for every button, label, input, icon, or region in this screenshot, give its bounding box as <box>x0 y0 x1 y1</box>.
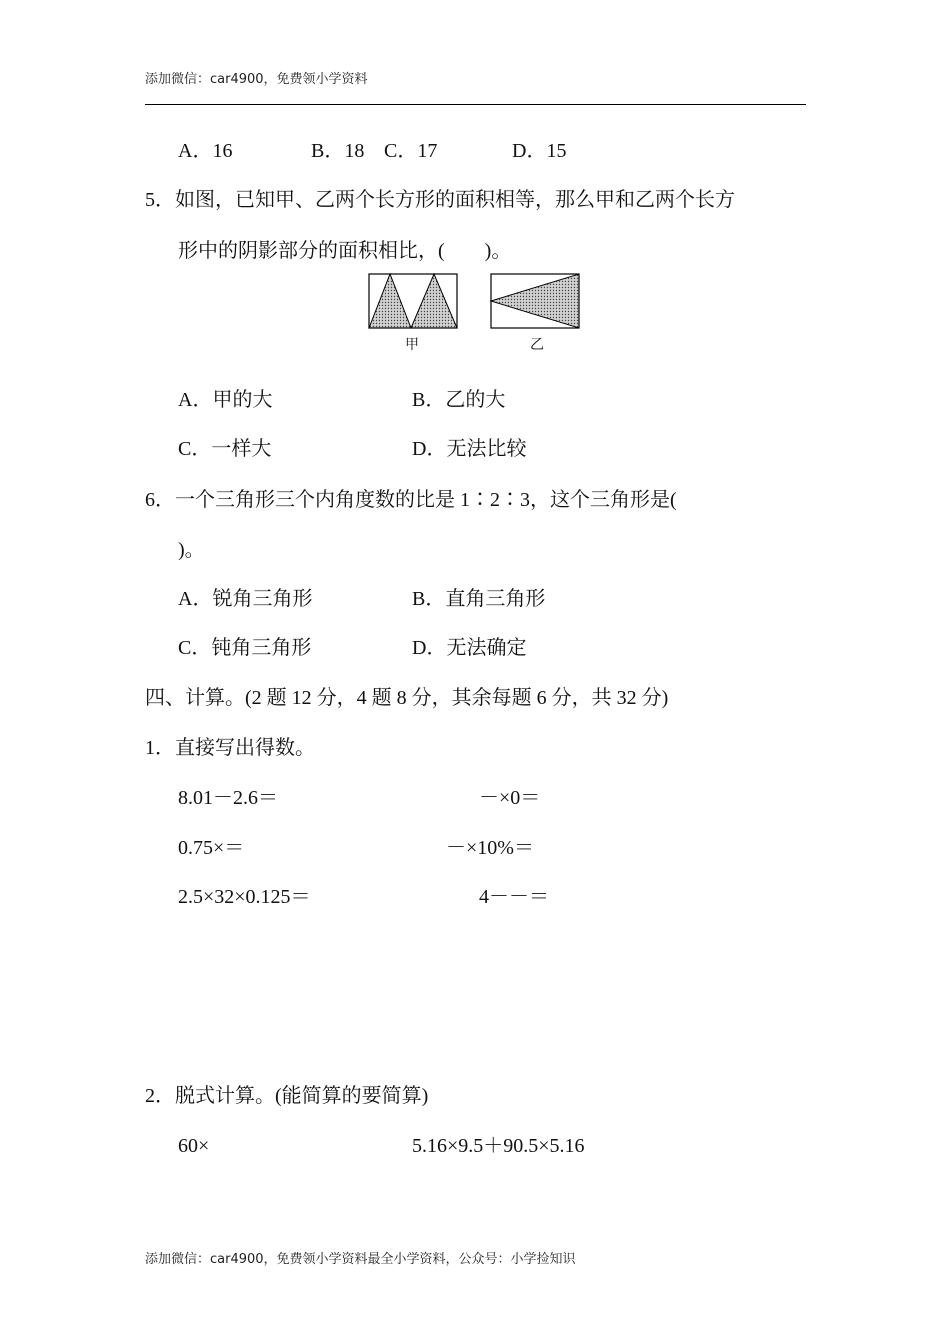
calc-q2-right: 5.16×9.5＋90.5×5.16 <box>412 1135 585 1157</box>
calc-q1-r2-right: －×10%＝ <box>446 837 534 859</box>
calc-q1-r2-left: 0.75×＝ <box>178 837 245 859</box>
calc-q2-title: 2．脱式计算。(能简算的要简算) <box>145 1085 429 1107</box>
q5-option-c: C．一样大 <box>178 438 272 460</box>
q4-option-d: D．15 <box>512 140 567 162</box>
q4-option-c: C．17 <box>384 140 438 162</box>
calc-q1-r1-right: －×0＝ <box>479 787 541 809</box>
q5-stem-line2: 形中的阴影部分的面积相比，( )。 <box>178 240 512 262</box>
q6-stem-line1: 6．一个三角形三个内角度数的比是 1∶2∶3，这个三角形是( <box>145 489 677 511</box>
q6-option-a: A．锐角三角形 <box>178 588 313 610</box>
section4-title: 四、计算。(2 题 12 分，4 题 8 分，其余每题 6 分，共 32 分) <box>145 687 669 709</box>
calc-q2-left: 60× <box>178 1135 210 1157</box>
jia-triangle-right <box>411 274 457 328</box>
q5-stem-line1: 5．如图，已知甲、乙两个长方形的面积相等，那么甲和乙两个长方 <box>145 189 735 211</box>
label-yi: 乙 <box>530 337 544 353</box>
page-footer: 添加微信：car4900，免费领小学资料最全小学资料，公众号：小学捡知识 <box>145 1252 576 1267</box>
q6-option-c: C．钝角三角形 <box>178 637 312 659</box>
q4-option-b: B．18 <box>311 140 365 162</box>
q6-stem-line2: )。 <box>178 539 205 561</box>
calc-q1-r3-right: 4－－＝ <box>479 886 549 908</box>
calc-q1-title: 1．直接写出得数。 <box>145 737 315 759</box>
page-header: 添加微信：car4900，免费领小学资料 <box>145 72 368 87</box>
q5-figure <box>360 265 590 360</box>
q4-option-a: A．16 <box>178 140 233 162</box>
rect-jia <box>369 274 457 328</box>
calc-q1-r3-left: 2.5×32×0.125＝ <box>178 886 311 908</box>
q5-option-d: D．无法比较 <box>412 438 527 460</box>
yi-triangle <box>491 274 579 328</box>
rect-yi <box>491 274 579 328</box>
label-jia: 甲 <box>405 337 419 353</box>
jia-triangle-left <box>369 274 411 328</box>
q5-option-b: B．乙的大 <box>412 389 506 411</box>
q5-option-a: A．甲的大 <box>178 389 273 411</box>
header-rule <box>145 104 806 105</box>
calc-q1-r1-left: 8.01－2.6＝ <box>178 787 278 809</box>
q6-option-d: D．无法确定 <box>412 637 527 659</box>
q6-option-b: B．直角三角形 <box>412 588 546 610</box>
